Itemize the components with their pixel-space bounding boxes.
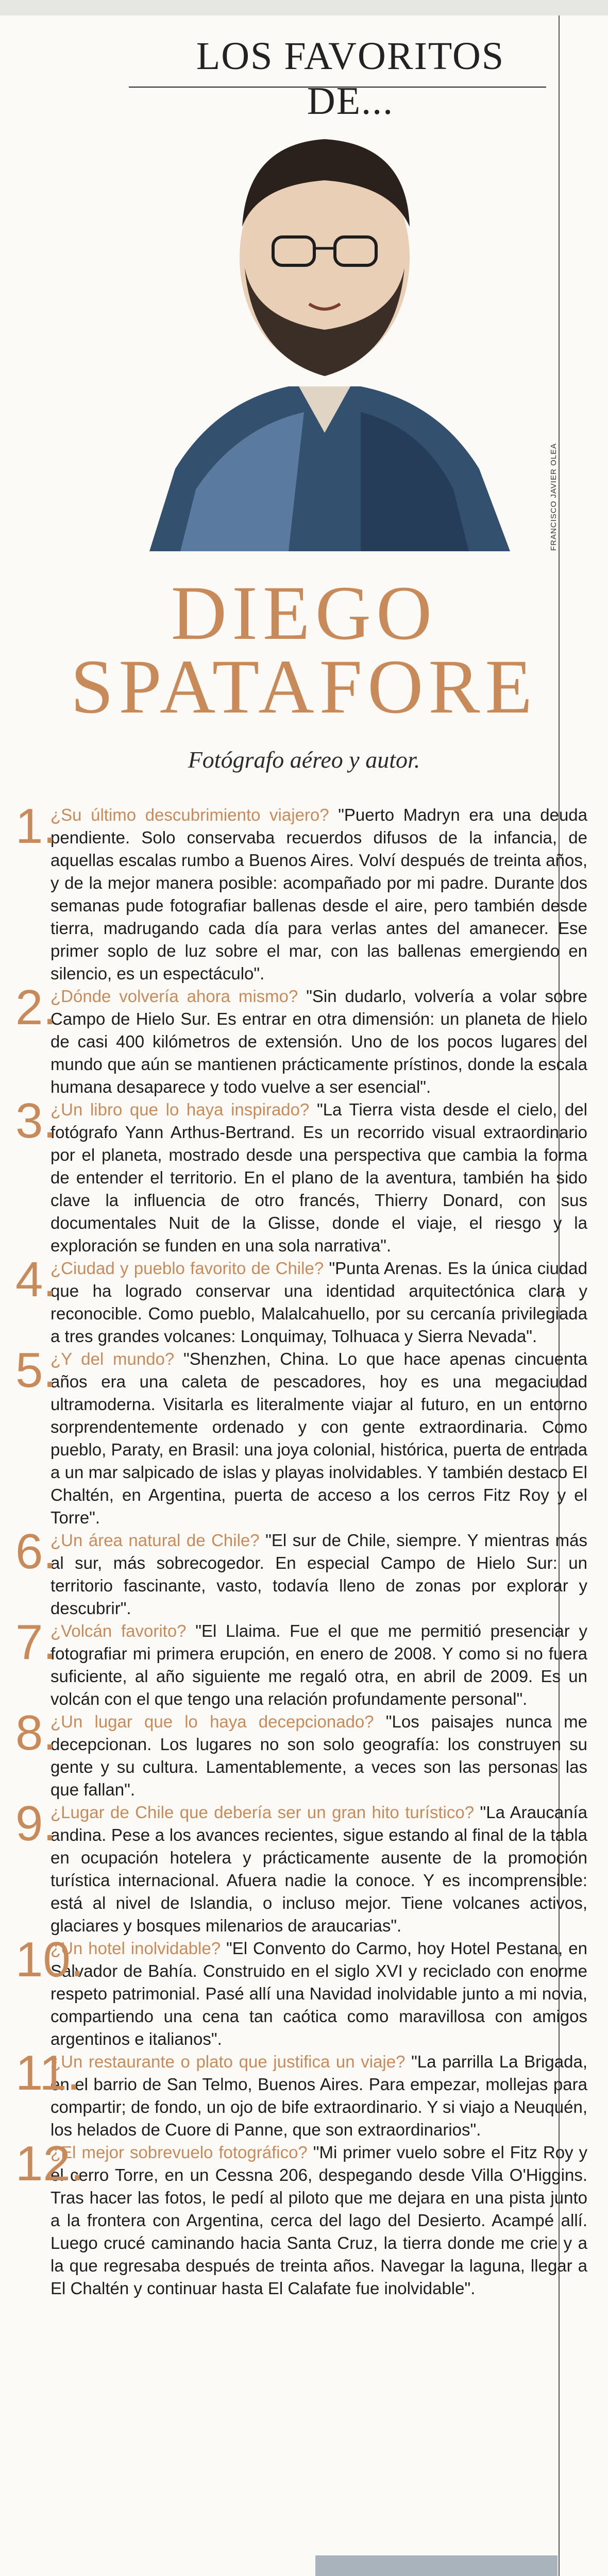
qa-number: 1. (15, 799, 57, 854)
photo-campo-de-hielo-sur (315, 2555, 558, 2576)
qa-item (15, 1252, 587, 1348)
header-rule (129, 87, 546, 88)
qa-question: ¿Lugar de Chile que debería ser un gran hito turístico? (50, 1803, 475, 1822)
qa-question: ¿Volcán favorito? (50, 1621, 187, 1640)
qa-number: 6. (15, 1524, 57, 1579)
qa-question: ¿Dónde volvería ahora mismo? (50, 987, 298, 1006)
qa-answer: "Shenzhen, China. Lo que hace apenas cincuenta años era una caleta de pescadores, hoy es una megaciudad ultramoderna. Visitarla es literalmente viajar al futuro, en un entorno sorprendentemente ordenado y con gente extraordinaria. Como pueblo, Paraty, en Brasil: una joya colonial, histórica, puerta de entrada a un mar salpicado de islas y playas inolvidables. Y también destaco El Chaltén, en Argentina, puerta de acceso a los cerros Fitz Roy y el Torre". (50, 1349, 587, 1527)
qa-item (15, 2136, 588, 2300)
qa-item (15, 1932, 587, 2050)
section-kicker: LOS FAVORITOS DE... (196, 35, 505, 123)
person-first-name: DIEGO (171, 570, 437, 656)
person-role: Fotógrafo aéreo y autor. (188, 747, 420, 773)
qa-number: 2. (15, 980, 57, 1035)
qa-question: ¿Y del mundo? (50, 1349, 175, 1368)
qa-question: ¿Un hotel inolvidable? (50, 1939, 221, 1958)
qa-item (15, 1705, 587, 1801)
qa-question: ¿Un área natural de Chile? (50, 1531, 260, 1550)
qa-question: ¿Un lugar que lo haya decepcionado? (50, 1712, 374, 1731)
qa-answer: "El sur de Chile, siempre. Y mientras más al sur, más sobrecogedor. En especial Campo de Hielo Sur: un territorio fascinante, vasto, todavía lleno de zonas por explorar y descubrir". (50, 1531, 588, 1618)
qa-answer: "Los paisajes nunca me decepcionan. Los lugares no son solo geografía: los construyen su gente y su cultura. Lamentablemente, a veces son las personas las que fallan". (50, 1712, 587, 1799)
qa-question: ¿Su último descubrimiento viajero? (50, 805, 329, 824)
qa-answer: "La parrilla La Brigada, en el barrio de San Telmo, Buenos Aires. Para empezar, mollejas para compartir; de fondo, un ojo de bife extraordinario. Y si viajo a Neuquén, los helados de Cuore di Panne, que son extraordinarios". (50, 2052, 587, 2139)
qa-answer: "Sin dudarlo, volvería a volar sobre Campo de Hielo Sur. Es entrar en otra dimensión: un planeta de hielo de casi 400 kilómetros de extensión. Uno de los pocos lugares del mundo que aún se mantienen prácticamente prístinos, donde la escala humana desaparece y todo vuelve a ser esencial". (50, 987, 588, 1096)
qa-answer: "La Araucanía andina. Pese a los avances recientes, sigue estando al final de la tabla en ocupación hotelera y prácticamente ausente de la promoción turística internacional. Afuera nadie la conoce. Y es incomprensible: está al nivel de Islandia, o incluso mejor. Tiene volcanes activos, glaciares y bosques milenarios de araucarias". (50, 1803, 588, 1935)
qa-answer: "El Convento do Carmo, hoy Hotel Pestana, en Salvador de Bahía. Construido en el siglo XVI y reciclado con enorme respeto patrimonial. Pasé allí una Navidad inolvidable junto a mi novia, compartiendo una cena tan caótica como maravillosa con amigos argentinos e italianos". (50, 1939, 587, 2048)
qa-question: ¿Un restaurante o plato que justifica un viaje? (50, 2052, 406, 2071)
qa-item (15, 2045, 587, 2141)
qa-question: ¿El mejor sobrevuelo fotográfico? (50, 2143, 308, 2162)
qa-number: 12. (15, 2136, 85, 2191)
qa-item (15, 799, 587, 985)
portrait-illustration (119, 98, 531, 551)
qa-item (15, 1343, 587, 1529)
qa-answer: "El Llaima. Fue el que me permitió presenciar y fotografiar mi primera erupción, en enero de 2008. Y como si no fuera suficiente, al año siguiente me regaló otra, en abril de 2009. Es un volcán con el que tengo una relación profundamente personal". (50, 1621, 587, 1708)
qa-answer: "Punta Arenas. Es la única ciudad que ha logrado conservar una identidad arquitectónica clara y reconocible. Como pueblo, Malalcahuello, por su cercanía privilegiada a tres grandes volcanes: Lonquimay, Tolhuaca y Sierra Nevada". (50, 1259, 587, 1346)
qa-answer: "Puerto Madryn era una deuda pendiente. Solo conservaba recuerdos difusos de la infancia, de aquellas escalas rumbo a Buenos Aires. Volví después de treinta años, y de la mejor manera posible: acompañado por mi padre. Durante dos semanas pude fotografiar ballenas desde el aire, pero también desde tierra, madrugando cada día para verlas antes del amanecer. Ese primer soplo de luz sobre el mar, con las ballenas emergiendo en silencio, es un espectáculo". (50, 805, 587, 983)
qa-number: 9. (15, 1796, 57, 1851)
qa-question: ¿Un libro que lo haya inspirado? (50, 1100, 310, 1119)
qa-number: 11. (15, 2045, 81, 2100)
qa-list (15, 799, 588, 2300)
qa-question: ¿Ciudad y pueblo favorito de Chile? (50, 1259, 324, 1278)
qa-answer: "La Tierra vista desde el cielo, del fotógrafo Yann Arthus-Bertrand. Es un recorrido visual extraordinario por el planeta, mostrado desde una perspectiva que cambia la forma de entender el territorio. En el plano de la aventura, también ha sido clave la influencia de otro francés, Thierry Donard, con sus documentales Nuit de la Glisse, donde el viaje, el riesgo y la exploración se funden en una sola narrativa". (50, 1100, 587, 1255)
qa-number: 4. (15, 1252, 57, 1307)
top-bar (0, 0, 608, 15)
qa-item (15, 1615, 587, 1710)
qa-item (15, 1796, 588, 1937)
qa-number: 10. (15, 1932, 85, 1987)
qa-answer: "Mi primer vuelo sobre el Fitz Roy y el cerro Torre, en un Cessna 206, despegando desde Villa O'Higgins. Tras hacer las fotos, le pedí al piloto que me dejara en una pista junto a la frontera con Argentina, cerca del lago del Desierto. Acampé allí. Luego crucé caminando hacia Santa Cruz, la tierra donde me crie y a la que regresaba después de treinta años. Navegar la laguna, llegar a El Chaltén y continuar hasta El Calafate fue inolvidable". (50, 2143, 588, 2298)
qa-number: 5. (15, 1343, 57, 1398)
qa-number: 3. (15, 1093, 57, 1148)
artist-credit: FRANCISCO JAVIER OLEA (549, 443, 558, 551)
qa-item (15, 1524, 588, 1620)
qa-number: 8. (15, 1705, 57, 1760)
person-last-name: SPATAFORE (70, 644, 538, 730)
qa-item (15, 980, 588, 1098)
qa-number: 7. (15, 1615, 57, 1670)
qa-item (15, 1093, 587, 1257)
